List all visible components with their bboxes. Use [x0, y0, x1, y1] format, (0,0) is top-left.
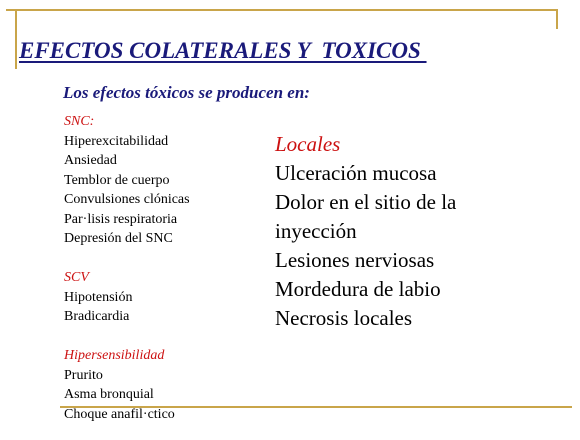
list-item: Ansiedad: [64, 153, 117, 168]
left-border-line: [15, 9, 17, 69]
list-item: Necrosis locales: [275, 306, 413, 330]
list-item: Depresión del SNC: [64, 231, 173, 246]
right-border-line: [556, 9, 558, 29]
snc-heading: SNC:: [64, 114, 95, 129]
top-border-line: [6, 9, 558, 11]
list-item: Lesiones nerviosas: [275, 248, 435, 272]
local-effects-column: [275, 130, 565, 333]
list-item: Hiperexcitabilidad: [64, 133, 169, 149]
slide-title: EFECTOS COLATERALES Y TOXICOS: [19, 38, 427, 63]
list-item: Hipotensión: [64, 289, 133, 305]
scv-heading: SCV: [64, 270, 89, 285]
list-item: Ulceración mucosa: [275, 161, 437, 185]
systemic-effects-column: [64, 112, 264, 424]
list-item: Choque anafil·ctico: [64, 406, 175, 422]
spacer: [64, 249, 264, 269]
list-item: Dolor en el sitio de la: [275, 190, 457, 214]
list-item: Asma bronquial: [64, 387, 154, 402]
list-item: Prurito: [64, 367, 103, 383]
hipersensibilidad-heading: Hipersensibilidad: [64, 348, 165, 363]
list-item: Mordedura de labio: [275, 277, 441, 301]
list-item: Temblor de cuerpo: [64, 172, 170, 188]
locales-heading: Locales: [275, 132, 341, 156]
slide-subtitle: Los efectos tóxicos se producen en:: [63, 83, 310, 102]
list-item: inyección: [275, 219, 357, 243]
list-item: Bradicardia: [64, 309, 130, 324]
spacer: [64, 327, 264, 347]
list-item: Par·lisis respiratoria: [64, 211, 178, 227]
list-item: Convulsiones clónicas: [64, 192, 190, 207]
